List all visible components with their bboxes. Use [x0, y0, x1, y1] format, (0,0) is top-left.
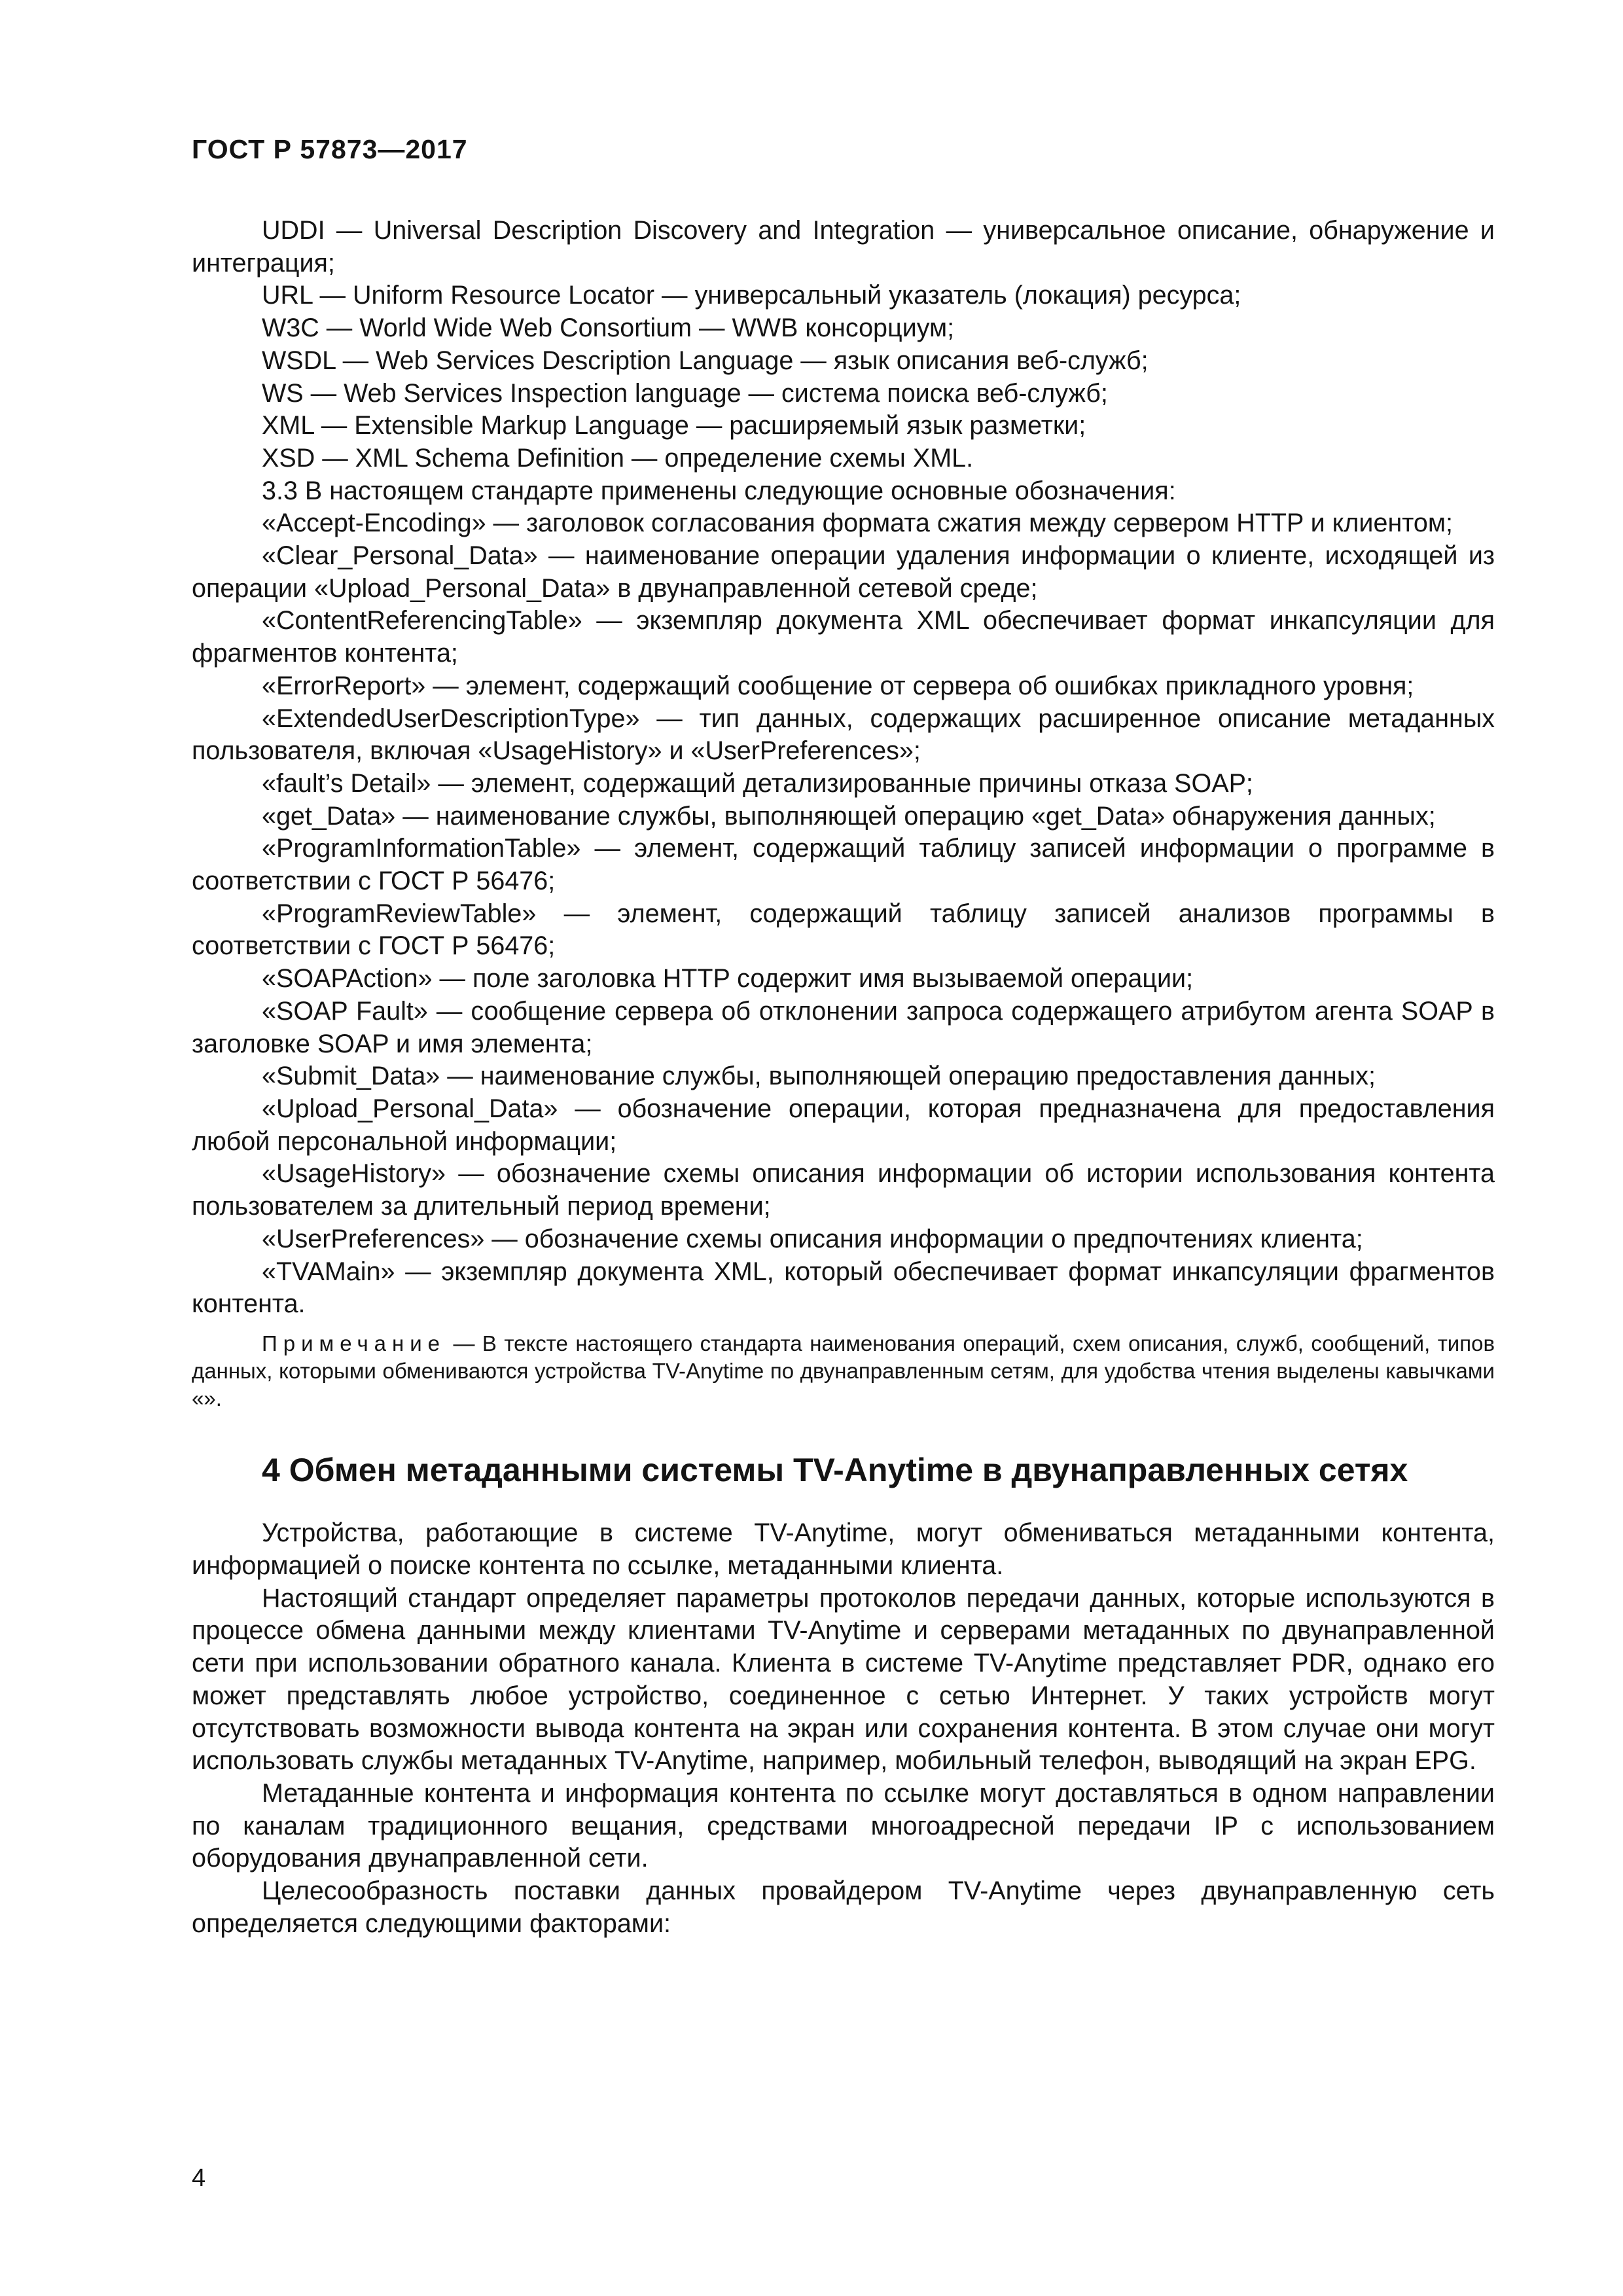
abbreviation-item: WS — Web Services Inspection language — система поиска веб-служб;	[262, 378, 1108, 408]
definition-item: «Submit_Data» — наименование службы, выполняющей операцию предоставления данных;	[262, 1062, 1376, 1091]
abbreviation-item: WSDL — Web Services Description Language — язык описания веб-служб;	[262, 346, 1149, 375]
definition-item: «ProgramInformationTable» — элемент, содержащий таблицу записей информации о программе в соответствии с ГОСТ Р 56476;	[192, 834, 1495, 896]
definition-item: «ExtendedUserDescriptionType» — тип данных, содержащих расширенное описание метаданных пользователя, включая «UsageHistory» и «UserPreferences»;	[192, 704, 1495, 766]
abbreviation-item: XSD — XML Schema Definition — определение схемы XML.	[262, 443, 974, 473]
definitions-intro: 3.3 В настоящем стандарте применены следующие основные обозначения:	[262, 476, 1176, 505]
abbreviation-item: URL — Uniform Resource Locator — универсальный указатель (локация) ресурса;	[262, 281, 1241, 310]
abbreviation-item: W3C — World Wide Web Consortium — WWB консорциум;	[262, 314, 955, 343]
definition-item: «get_Data» — наименование службы, выполняющей операцию «get_Data» обнаружения данных;	[262, 801, 1436, 831]
section-4-body	[192, 1517, 1495, 1940]
definitions-list	[192, 507, 1495, 1321]
section-4-paragraph: Целесообразность поставки данных провайдером TV-Anytime через двунаправленную сеть определяется следующими факторами:	[192, 1876, 1495, 1938]
definition-item: «Accept-Encoding» — заголовок согласования формата сжатия между сервером HTTP и клиентом;	[262, 509, 1454, 538]
definition-item: «UsageHistory» — обозначение схемы описания информации об истории использования контента пользователем за длительный период времени;	[192, 1159, 1495, 1221]
definition-item: «ProgramReviewTable» — элемент, содержащий таблицу записей анализов программы в соответствии с ГОСТ Р 56476;	[192, 899, 1495, 961]
definition-item: «Clear_Personal_Data» — наименование операции удаления информации о клиенте, исходящей из операции «Upload_Personal_Data» в двунаправленной сетевой среде;	[192, 541, 1495, 603]
abbreviation-item: XML — Extensible Markup Language — расширяемый язык разметки;	[262, 411, 1086, 440]
section-4-paragraph: Настоящий стандарт определяет параметры протоколов передачи данных, которые используются в процессе обмена данными между клиентами TV-Anytime и серверами метаданных по двунаправленной сети при использовании обратного канала. Клиента в системе TV-Anytime представляет PDR, однако его может представлять любое устройство, соединенное с сетью Интернет. У таких устройств могут отсутствовать возможности вывода контента на экран или сохранения контента. В этом случае они могут использовать службы метаданных TV-Anytime, например, мобильный телефон, выводящий на экран EPG.	[192, 1583, 1495, 1776]
definition-item: «fault’s Detail» — элемент, содержащий детализированные причины отказа SOAP;	[262, 768, 1253, 798]
note	[192, 1330, 1495, 1412]
document-header: ГОСТ Р 57873—2017	[192, 134, 468, 164]
abbreviation-item: UDDI — Universal Description Discovery and Integration — универсальное описание, обнаружение и интеграция;	[192, 216, 1495, 278]
definition-item: «SOAPAction» — поле заголовка HTTP содержит имя вызываемой операции;	[262, 964, 1194, 994]
page-number: 4	[192, 2164, 206, 2192]
definition-item: «SOAP Fault» — сообщение сервера об отклонении запроса содержащего атрибутом агента SOAP в заголовке SOAP и имя элемента;	[192, 996, 1495, 1058]
note-text: — В тексте настоящего стандарта наименования операций, схем описания, служб, сообщений, типов данных, которыми обмениваются устройства TV-Anytime по двунаправленным сетям, для удобства чтения выделены кавычками «».	[192, 1331, 1495, 1410]
abbreviations-list	[192, 215, 1495, 475]
section-4-paragraph: Устройства, работающие в системе TV-Anytime, могут обмениваться метаданными контента, информацией о поиске контента по ссылке, метаданными клиента.	[192, 1518, 1495, 1580]
definition-item: «UserPreferences» — обозначение схемы описания информации о предпочтениях клиента;	[262, 1224, 1363, 1253]
definition-item: «ContentReferencingTable» — экземпляр документа XML обеспечивает формат инкапсуляции для фрагментов контента;	[192, 606, 1495, 668]
definition-item: «Upload_Personal_Data» — обозначение операции, которая предназначена для предоставления любой персональной информации;	[192, 1094, 1495, 1156]
section-4-paragraph: Метаданные контента и информация контента по ссылке могут доставляться в одном направлении по каналам традиционного вещания, средствами многоадресной передачи IP с использованием оборудования двунаправленной сети.	[192, 1778, 1495, 1873]
definition-item: «TVAMain» — экземпляр документа XML, который обеспечивает формат инкапсуляции фрагментов контента.	[192, 1257, 1495, 1319]
note-label: Примечание	[262, 1331, 446, 1355]
document-page	[192, 134, 1495, 1940]
section-4-title: 4 Обмен метаданными системы TV-Anytime в двунаправленных сетях	[262, 1452, 1408, 1489]
definition-item: «ErrorReport» — элемент, содержащий сообщение от сервера об ошибках прикладного уровня;	[262, 671, 1414, 700]
